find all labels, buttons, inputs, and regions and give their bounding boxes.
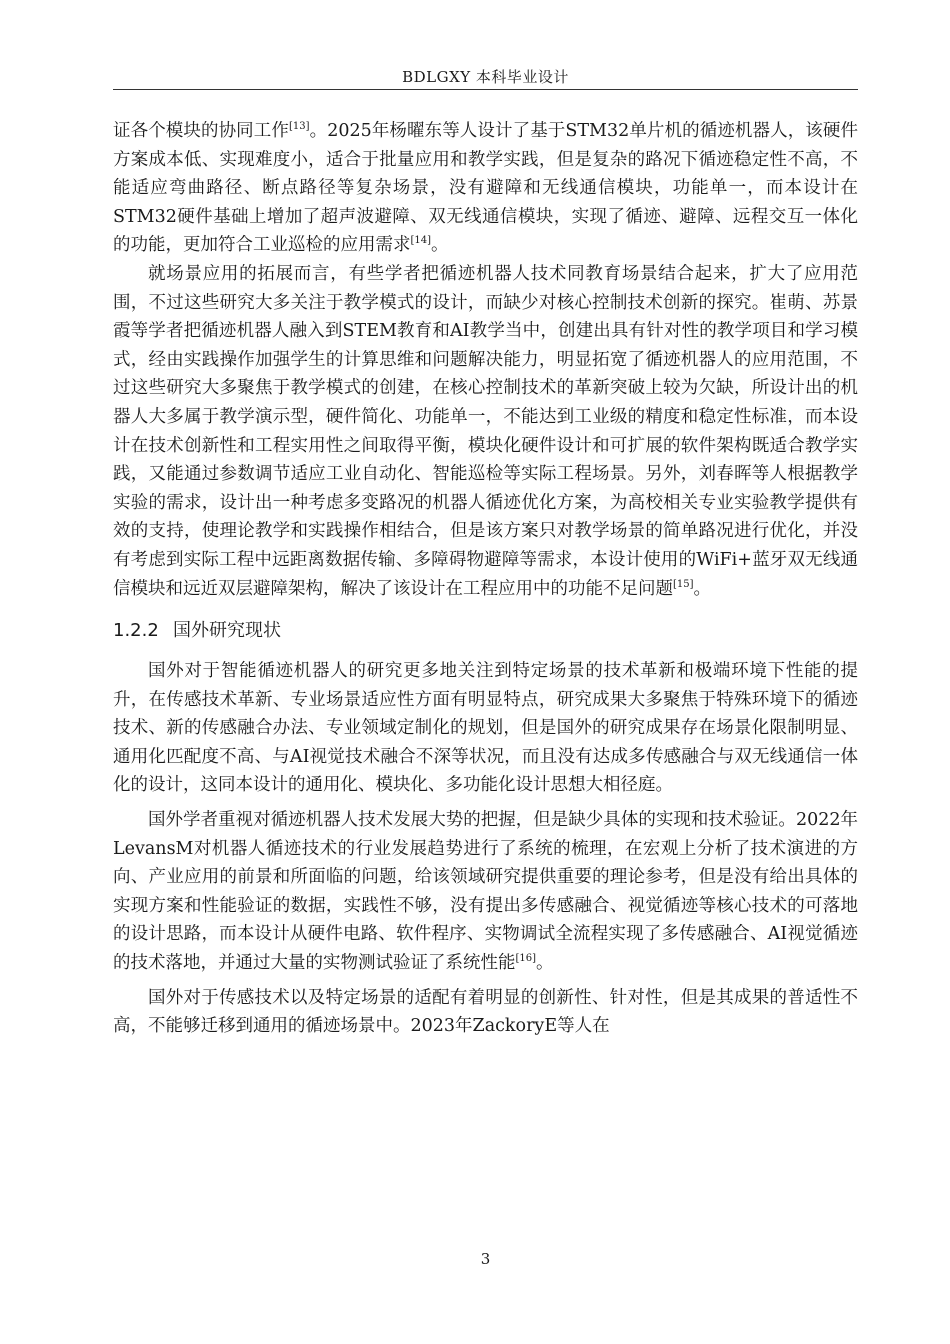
paragraph-5: 国外对于传感技术以及特定场景的适配有着明显的创新性、针对性，但是其成果的普适性不高，不能够迁移到通用的循迹场景中。2023年ZackoryE等人在 [113,987,858,1037]
citation-13: [13] [288,121,310,133]
paragraph-2-text-a: 就场景应用的拓展而言，有些学者把循迹机器人技术同教育场景结合起来，扩大了应用范围，不过这些研究大多关注于教学模式的设计，而缺少对核心控制技术创新的探究。崔萌、苏景霞等学者把循迹机器人融入到STEM教育和AI教学当中，创建出具有针对性的教学项目和学习模式，经由实践操作加强学生的计算思维和问题解决能力，明显拓宽了循迹机器人的应用范围，不过这些研究大多聚焦于教学模式的创建，在核心控制技术的革新突破上较为欠缺，所设计出的机器人大多属于教学演示型，硬件简化、功能单一，不能达到工业级的精度和稳定性标准，而本设计在技术创新性和工程实用性之间取得平衡，模块化硬件设计和可扩展的软件架构既适合教学实践，又能通过参数调节适应工业自动化、智能巡检等实际工程场景。另外，刘春晖等人根据教学实验的需求，设计出一种考虑多变路况的机器人循迹优化方案，为高校相关专业实验教学提供有效的支持，使理论教学和实践操作相结合，但是该方案只对教学场景的简单路况进行优化，并没有考虑到实际工程中远距离数据传输、多障碍物避障等需求，本设计使用的WiFi+蓝牙双无线通信模块和远近双层避障架构，解决了该设计在工程应用中的功能不足问题 [113,263,858,599]
paragraph-1-text-b: 。2025年杨曜东等人设计了基于STM32单片机的循迹机器人，该硬件方案成本低、实现难度小，适合于批量应用和教学实践，但是复杂的路况下循迹稳定性不高，不能适应弯曲路径、断点路径等复杂场景，没有避障和无线通信模块，功能单一，而本设计在STM32硬件基础上增加了超声波避障、双无线通信模块，实现了循迹、避障、远程交互一体化的功能，更加符合工业巡检的应用需求 [113,121,858,256]
paragraph-2-text-b: 。 [693,578,712,599]
citation-14: [14] [410,235,432,247]
body-text [113,117,858,1041]
paragraph-1-text-c: 。 [431,235,449,256]
citation-16: [16] [515,953,537,965]
paragraph-1 [113,117,858,260]
page-number: 3 [480,1250,491,1268]
paragraph-1-text-a: 证各个模块的协同工作 [113,121,289,141]
page-header: BDLGXY 本科毕业设计 [402,68,569,86]
section-number: 1.2.2 [113,620,159,642]
paragraph-3: 国外对于智能循迹机器人的研究更多地关注到特定场景的技术革新和极端环境下性能的提升，在传感技术革新、专业场景适应性方面有明显特点，研究成果大多聚焦于特殊环境下的循迹技术、新的传感融合办法、专业领域定制化的规划，但是国外的研究成果存在场景化限制明显、通用化匹配度不高、与AI视觉技术融合不深等状况，而且没有达成多传感融合与双无线通信一体化的设计，这同本设计的通用化、模块化、多功能化设计思想大相径庭。 [113,661,858,796]
paragraph-2 [113,260,858,603]
paragraph-4-text-b: 。 [536,953,554,974]
section-heading [113,617,858,645]
section-title: 国外研究现状 [173,620,281,642]
paragraph-4-text-a: 国外学者重视对循迹机器人技术发展大势的把握，但是缺少具体的实现和技术验证。2022年LevansM对机器人循迹技术的行业发展趋势进行了系统的梳理，在宏观上分析了技术演进的方向、产业应用的前景和所面临的问题，给该领域研究提供重要的理论参考，但是没有给出具体的实现方案和性能验证的数据，实践性不够，没有提出多传感融合、视觉循迹等核心技术的可落地的设计思路，而本设计从硬件电路、软件程序、实物调试全流程实现了多传感融合、AI视觉循迹的技术落地，并通过大量的实物测试验证了系统性能 [113,810,858,974]
paragraph-4 [113,806,858,978]
header-divider [113,89,858,90]
citation-15: [15] [673,578,694,590]
